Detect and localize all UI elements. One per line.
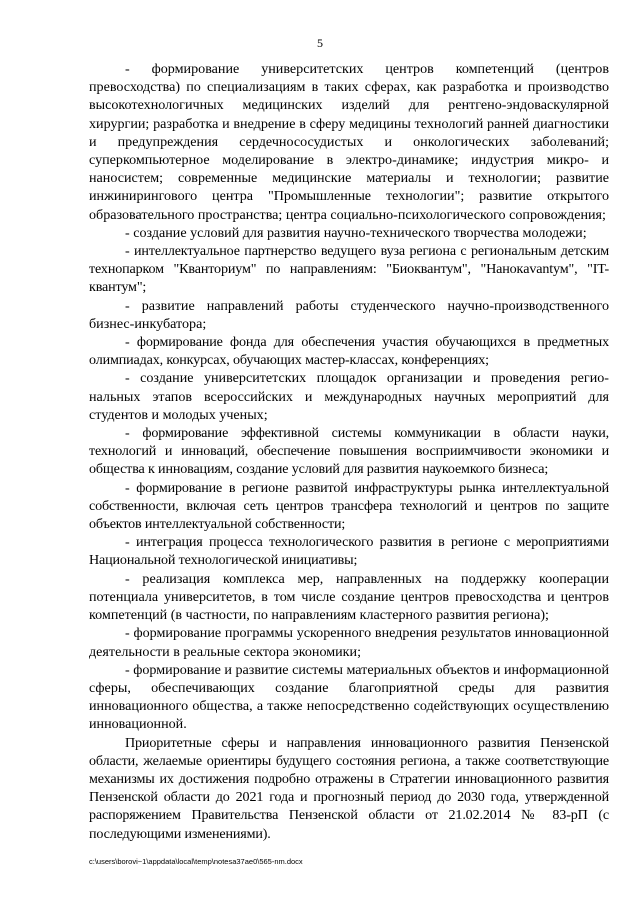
document-body <box>89 60 609 843</box>
paragraph-accelerated-implementation: - формирование программы ускоренного внедрения результатов инновационной деятельности в реальные сектора экономики; <box>89 625 609 660</box>
paragraph-communication-system: - формирование эффективной системы коммуникации в области науки, технологий и инноваций, обеспечение повышения восприимчивости экономики и общества к инновациям, создание условий для развития наукоемкого бизнеса; <box>89 425 609 478</box>
paragraph-priority-areas: Приоритетные сферы и направления инновационного развития Пензенской области, желаемые ориентиры будущего состояния региона, а также соответствующие механизмы их достижения подробно отражены в Стратегии инновационного развития Пензенской области до 2021 года и прогнозный период до 2030 года, утвержденной распоряжением Правительства Пензенской области от 21.02.2014 № 83-рП (с последующими изменениями). <box>89 734 609 842</box>
paragraph-nti-integration: - интеграция процесса технологического развития в регионе с мероприятиями Национальной технологической инициативы; <box>89 534 609 569</box>
file-path-footer: c:\users\borovi~1\appdata\local\temp\notesa37ae0\565-nm.docx <box>89 857 303 866</box>
page-number: 5 <box>317 36 323 50</box>
paragraph-cooperation-measures: - реализация комплекса мер, направленных на поддержку кооперации потенциала университетов, в том числе создание центров превосходства и центров компетенций (в частности, по направлениям кластерного развития региона); <box>89 570 609 624</box>
paragraph-youth-creativity: - создание условий для развития научно-технического творчества молодежи; <box>125 224 587 241</box>
paragraph-university-platforms: - создание университетских площадок организации и проведения регио-нальных этапов всероссийских и международных научных мероприятий для студентов и молодых ученых; <box>89 370 609 423</box>
paragraph-business-incubator: - развитие направлений работы студенческого научно-производственного бизнес-инкубатора; <box>89 297 609 332</box>
paragraph-material-objects: - формирование и развитие системы материальных объектов и информационной сферы, обеспечивающих создание благоприятной среды для развития инновационного общества, а также непосредственно содействующих осуществлению инновационной. <box>89 661 609 733</box>
paragraph-competence-centers: - формирование университетских центров компетенций (центров превосходства) по специализациям в таких сферах, как разработка и производство высокотехнологичных медицинских изделий для рентгено-эндоваскулярной хирургии; разработка и внедрение в сферу медицины технологий ранней диагностики и предупреждения сердечнососудистых и онкологических заболеваний; суперкомпьютерное моделирование в электро-динамике; индустрия микро- и наносистем; современные медицинские материалы и технологии; развитие инжинирингового центра "Промышленные технологии"; развитие открытого образовательного пространства; центра социально-психологического сопровождения; <box>89 61 609 223</box>
paragraph-ip-infrastructure: - формирование в регионе развитой инфраструктуры рынка интеллектуальной собственности, включая сеть центров трансфера технологий и центров по защите объектов интеллектуальной собственности; <box>89 479 609 533</box>
paragraph-olympiad-fund: - формирование фонда для обеспечения участия обучающихся в предметных олимпиадах, конкурсах, обучающих мастер-классах, конференциях; <box>89 334 609 369</box>
paragraph-kvantorium-partnership: - интеллектуальное партнерство ведущего вуза региона с региональным детским технопарком "Кванториум" по направлениям: "Биоквантум", "Нанокavantум", "IT-квантум"; <box>89 243 609 296</box>
